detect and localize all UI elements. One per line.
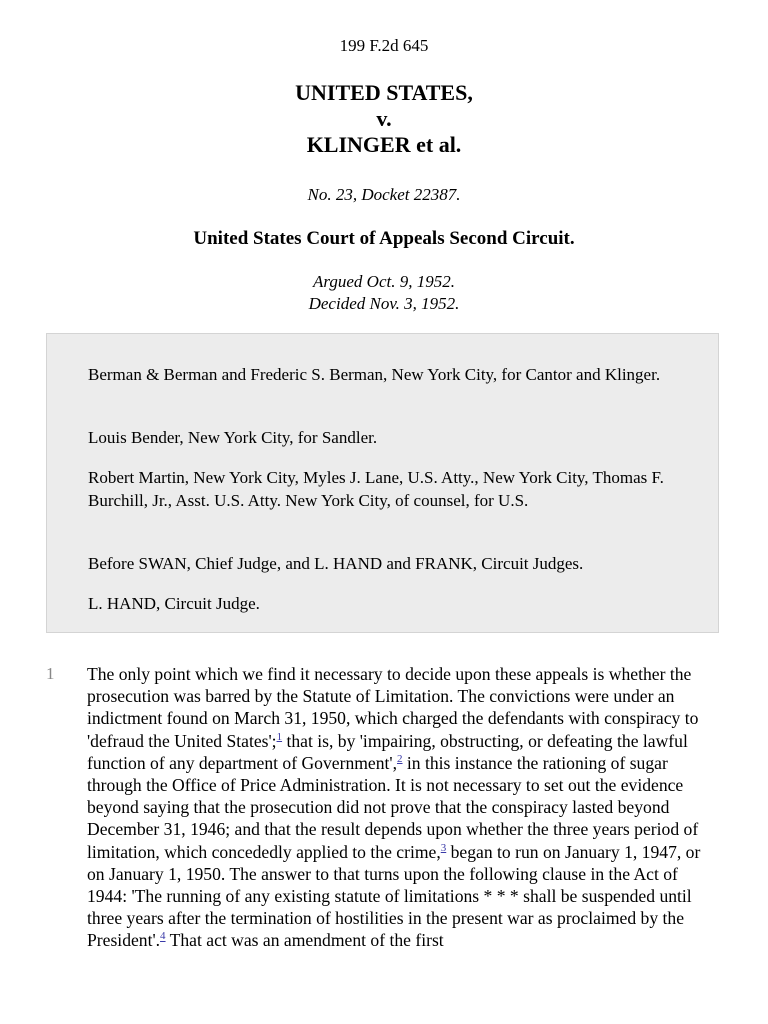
paragraph-text: in this instance the rationing of sugar through the Office of Price Administration. It is not necessary to set out the evidence beyond saying that the prosecution did not prove that the conspiracy lasted beyond December 31, 1946; and that the result depends upon whether the three years period of limitation, which concededly applied to the crime, bbox=[87, 752, 699, 862]
caption-party-2: KLINGER et al. bbox=[306, 132, 462, 157]
counsel-entry: Robert Martin, New York City, Myles J. Lane, U.S. Atty., New York City, Thomas F. Burchill, Jr., Asst. U.S. Atty. New York City, of counsel, for U.S. bbox=[88, 468, 664, 510]
case-caption bbox=[0, 80, 768, 158]
paragraph-text: began to run on January 1, 1947, or on January 1, 1950. The answer to that turns upon the following clause in the Act of 1944: 'The running of any existing statute of limitations * * * shall be suspended until three years after the termination of hostilities in the present war as proclaimed by the President'. bbox=[87, 841, 701, 951]
paragraph-text: that is, by 'impairing, obstructing, or defeating the lawful function of any department of Government', bbox=[87, 730, 688, 773]
court-name: United States Court of Appeals Second Circuit. bbox=[193, 228, 575, 249]
docket-number: No. 23, Docket 22387. bbox=[307, 185, 461, 204]
footnote-link-1[interactable]: 1 bbox=[276, 730, 283, 743]
argued-date: Argued Oct. 9, 1952. bbox=[313, 272, 455, 291]
paragraph-text: The only point which we find it necessary to decide upon these appeals is whether the prosecution was barred by the Statute of Limitation. The convictions were under an indictment found on March 31, 1950, which charged the defendants with conspiracy to 'defraud the United States'; bbox=[87, 664, 699, 751]
caption-versus: v. bbox=[376, 106, 392, 131]
bench-panel: Before SWAN, Chief Judge, and L. HAND and FRANK, Circuit Judges. bbox=[88, 554, 584, 573]
footnote-link-3[interactable]: 3 bbox=[440, 841, 447, 854]
paragraph-number: 1 bbox=[46, 664, 55, 683]
caption-party-1: UNITED STATES, bbox=[295, 80, 473, 105]
counsel-panel bbox=[46, 333, 719, 633]
case-dates bbox=[0, 271, 768, 315]
opinion-author: L. HAND, Circuit Judge. bbox=[88, 594, 260, 613]
paragraph-text: That act was an amendment of the first bbox=[165, 930, 444, 951]
case-citation: 199 F.2d 645 bbox=[339, 36, 429, 55]
footnote-link-4[interactable]: 4 bbox=[160, 930, 166, 943]
decided-date: Decided Nov. 3, 1952. bbox=[308, 294, 460, 313]
counsel-entry: Berman & Berman and Frederic S. Berman, New York City, for Cantor and Klinger. bbox=[88, 365, 661, 384]
opinion-paragraph bbox=[87, 663, 722, 952]
footnote-link-2[interactable]: 2 bbox=[397, 752, 403, 765]
counsel-entry: Louis Bender, New York City, for Sandler. bbox=[88, 428, 378, 447]
